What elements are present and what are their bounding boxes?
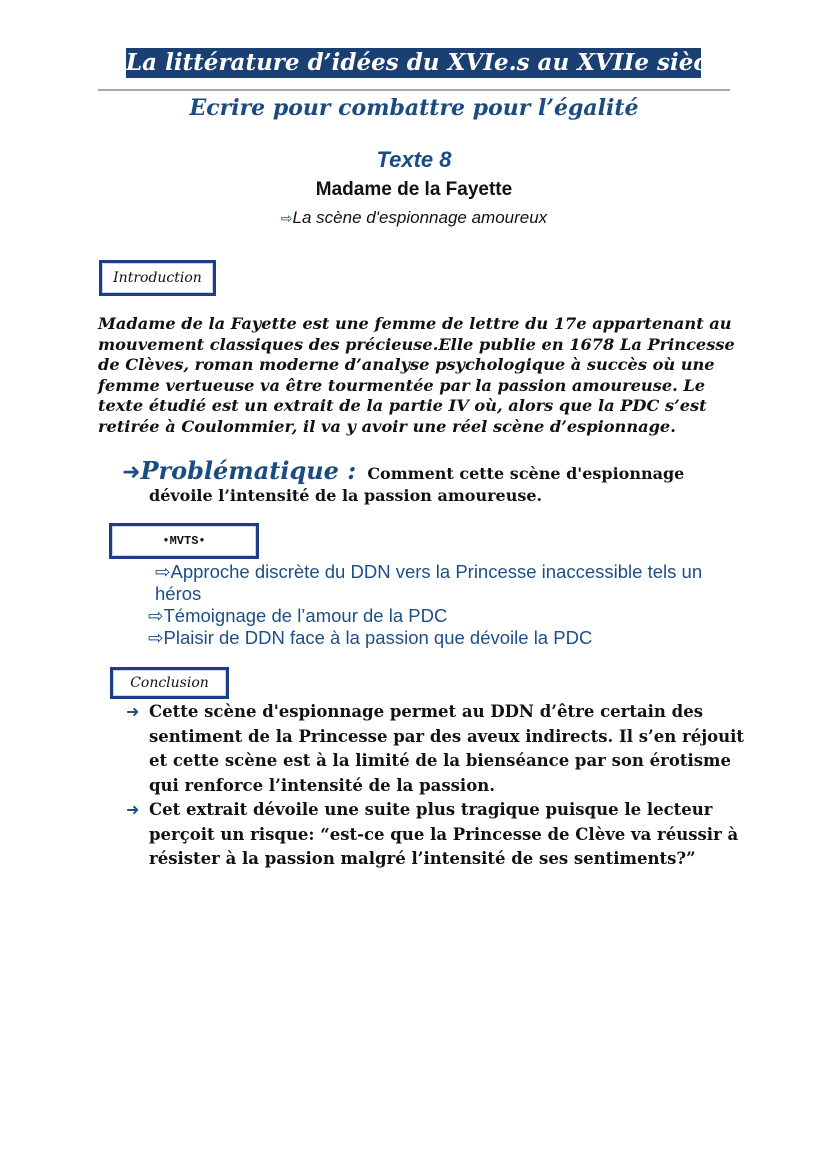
text-number: Texte 8 <box>376 147 452 172</box>
conclusion-label: Conclusion <box>130 675 209 691</box>
mvts-item: ⇨Témoignage de l’amour de la PDC <box>148 605 448 626</box>
conclusion-label-box <box>110 667 229 699</box>
conclusion-item-text: Cette scène d'espionnage permet au DDN d’être certain des sentiment de la Princesse par des aveux indirects. Il s’en réjouit et cette scène est à la limité de la bienséance par son érotisme qui renforce l’intensité de la passion. <box>149 702 745 795</box>
mvts-item: ⇨Plaisir de DDN face à la passion que dévoile la PDC <box>148 627 593 648</box>
document-title-banner: La littérature d’idées du XVIe.s au XVIIe siècle <box>126 49 731 76</box>
scene-title <box>98 208 730 228</box>
conclusion-item <box>126 700 746 798</box>
conclusion-item <box>126 798 746 872</box>
scene-title-text: La scène d'espionnage amoureux <box>292 208 548 227</box>
mvts-label: •MVTS• <box>162 534 206 548</box>
conclusion-item-text: Cet extrait dévoile une suite plus tragique puisque le lecteur perçoit un risque: “est-ce que la Princesse de Clève va réussir à résister à la passion malgré l’intensité de ses sentiments?” <box>149 800 739 868</box>
mvts-label-box <box>109 523 259 559</box>
problematique-question-part2: dévoile l’intensité de la passion amoureuse. <box>149 486 543 505</box>
arrow-right-icon: ⇨ <box>280 210 293 226</box>
document-subtitle: Ecrire pour combattre pour l’égalité <box>189 95 639 121</box>
author-name: Madame de la Fayette <box>315 179 513 200</box>
problematique-question-part1: Comment cette scène d'espionnage <box>367 464 685 483</box>
introduction-label-box <box>99 260 216 296</box>
bullet-arrow-icon: ➜ <box>126 800 140 819</box>
conclusion-list <box>126 700 746 872</box>
bullet-arrow-icon: ➜ <box>126 702 140 721</box>
mvts-item: ⇨Approche discrète du DDN vers la Princesse inaccessible tels un héros <box>155 561 703 604</box>
introduction-label: Introduction <box>113 270 202 286</box>
problematique-line <box>122 456 742 485</box>
mvts-list <box>148 561 748 649</box>
introduction-paragraph: Madame de la Fayette est une femme de lettre du 17e appartenant au mouvement classiques des précieuse.Elle publie en 1678 La Princesse de Clèves, roman moderne d’analyse psychologique à succès où une femme vertueuse va être tourmentée par la passion amoureuse. Le texte étudié est un extrait de la partie IV où, alors que la PDC s’est retirée à Coulommier, il va y avoir une réel scène d’espionnage. <box>98 314 735 436</box>
problematique-label: Problématique : <box>140 456 357 485</box>
problematique-arrow-icon: ➜ <box>122 460 141 485</box>
header-divider <box>98 89 730 91</box>
